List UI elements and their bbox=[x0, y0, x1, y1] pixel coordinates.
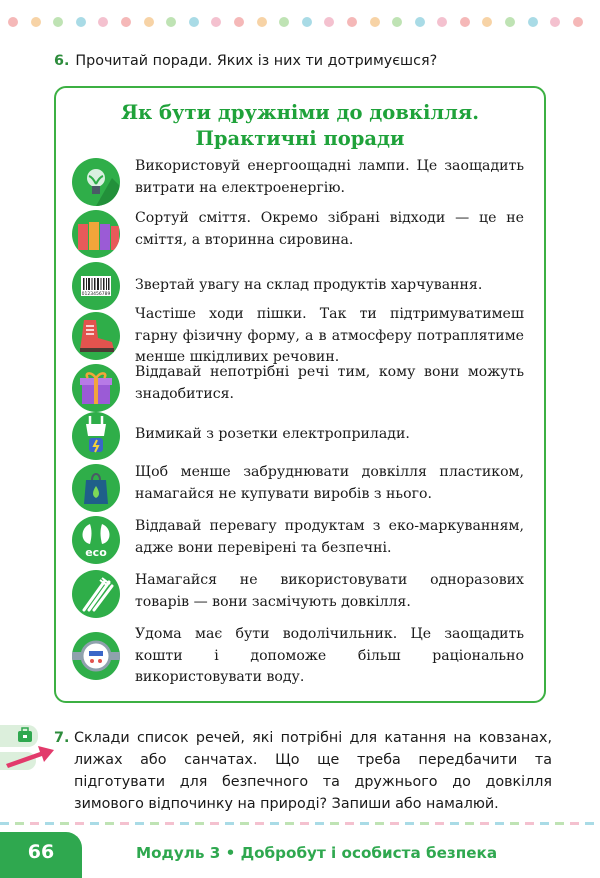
tip-text: Вимикай з розетки електроприлади. bbox=[135, 426, 410, 442]
tip-text: Удома має бути водолічильник. Це заощадить кошти і допоможе більш раціонально використовувати воду. bbox=[135, 626, 524, 685]
side-tab-pencil bbox=[0, 752, 36, 770]
tip-text: Намагайся не використовувати одноразових товарів — вони засмічують довкілля. bbox=[135, 572, 524, 610]
divider-dash bbox=[195, 822, 204, 825]
tips-box bbox=[54, 86, 546, 703]
divider-dash bbox=[135, 822, 144, 825]
divider-dash bbox=[105, 822, 114, 825]
decorative-dot bbox=[324, 17, 334, 27]
divider-dash bbox=[405, 822, 414, 825]
tips-box-title-line-1: Як бути дружніми до довкілля. bbox=[120, 101, 480, 124]
divider-dash bbox=[270, 822, 279, 825]
decorative-dot bbox=[279, 17, 289, 27]
decorative-dot bbox=[573, 17, 583, 27]
divider-dash bbox=[510, 822, 519, 825]
divider-dash bbox=[60, 822, 69, 825]
divider-dash bbox=[225, 822, 234, 825]
tip-text: Віддавай непотрібні речі тим, кому вони можуть знадобитися. bbox=[135, 364, 524, 402]
divider-dash bbox=[390, 822, 399, 825]
decorative-dot bbox=[347, 17, 357, 27]
divider-dash bbox=[420, 822, 429, 825]
module-title: Модуль 3 • Добробут і особиста безпека bbox=[136, 844, 498, 862]
eco-word: eco bbox=[85, 546, 107, 559]
barcode-icon bbox=[72, 262, 120, 310]
task-7-text: Склади список речей, які потрібні для катання на ковзанах, лижах або санчатах. Що ще треба передбачити та підготувати для безпечного та дружнього до довкілля зимового відпочинку на природі? Запиши або намалюй. bbox=[74, 730, 552, 812]
decorative-dot bbox=[437, 17, 447, 27]
decorative-dot bbox=[31, 17, 41, 27]
page-number: 66 bbox=[27, 841, 55, 863]
divider-dash bbox=[555, 822, 564, 825]
divider-dash bbox=[495, 822, 504, 825]
divider-dash bbox=[480, 822, 489, 825]
divider-dash bbox=[300, 822, 309, 825]
divider-dash bbox=[240, 822, 249, 825]
decorative-dot bbox=[257, 17, 267, 27]
divider-dash bbox=[75, 822, 84, 825]
unplug-icon bbox=[72, 412, 120, 460]
decorative-dot bbox=[370, 17, 380, 27]
divider-dash bbox=[315, 822, 324, 825]
decorative-dot bbox=[415, 17, 425, 27]
task-6-text: Прочитай поради. Яких із них ти дотримуєшся? bbox=[75, 53, 438, 69]
decorative-dot bbox=[392, 17, 402, 27]
water-meter-icon bbox=[72, 632, 120, 680]
decorative-dot bbox=[166, 17, 176, 27]
decorative-dot bbox=[482, 17, 492, 27]
task-6 bbox=[54, 51, 437, 72]
divider-dash bbox=[150, 822, 159, 825]
tip-text: Використовуй енергоощадні лампи. Це заощадить витрати на електроенергію. bbox=[135, 158, 524, 196]
decorative-dot bbox=[302, 17, 312, 27]
decorative-dot bbox=[528, 17, 538, 27]
divider-dash bbox=[15, 822, 24, 825]
decorative-dot bbox=[234, 17, 244, 27]
divider-dash bbox=[585, 822, 594, 825]
decorative-dot bbox=[8, 17, 18, 27]
divider-dash bbox=[90, 822, 99, 825]
divider-dash bbox=[345, 822, 354, 825]
tip-text: Звертай увагу на склад продуктів харчування. bbox=[135, 277, 483, 293]
divider-dash bbox=[255, 822, 264, 825]
divider-dash bbox=[450, 822, 459, 825]
decorative-dot bbox=[211, 17, 221, 27]
divider-dash bbox=[540, 822, 549, 825]
divider-dash bbox=[210, 822, 219, 825]
decorative-dot bbox=[505, 17, 515, 27]
disposable-cutlery-icon bbox=[72, 570, 120, 618]
gift-box-icon bbox=[72, 364, 120, 412]
decorative-dot bbox=[76, 17, 86, 27]
light-bulb-sprout-icon bbox=[72, 158, 120, 206]
pencil-arrow-icon bbox=[6, 738, 60, 768]
hiking-boot-icon bbox=[72, 312, 120, 360]
tip-text: Частіше ходи пішки. Так ти підтримуватимеш гарну фізичну форму, а в атмосферу потраплятиме менше шкідливих речовин. bbox=[135, 306, 524, 365]
divider-dash bbox=[180, 822, 189, 825]
decorative-dot bbox=[550, 17, 560, 27]
decorative-dot bbox=[98, 17, 108, 27]
decorative-dot bbox=[121, 17, 131, 27]
eco-bag-icon bbox=[72, 464, 120, 512]
tip-text: Сортуй сміття. Окремо зібрані відходи — це не сміття, а вторинна сировина. bbox=[135, 210, 524, 248]
divider-dash bbox=[165, 822, 174, 825]
decorative-dot bbox=[189, 17, 199, 27]
divider-dash bbox=[120, 822, 129, 825]
divider-dash bbox=[30, 822, 39, 825]
eco-label-icon bbox=[72, 516, 120, 564]
divider-dash bbox=[570, 822, 579, 825]
decorative-dot bbox=[460, 17, 470, 27]
decorative-dot-row bbox=[8, 17, 598, 29]
divider-dash bbox=[330, 822, 339, 825]
sorting-bins-icon bbox=[72, 210, 120, 258]
divider-dash bbox=[285, 822, 294, 825]
divider-dash bbox=[465, 822, 474, 825]
tips-box-title-line-2: Практичні поради bbox=[195, 127, 405, 150]
divider-dash bbox=[375, 822, 384, 825]
divider-dash bbox=[0, 822, 9, 825]
decorative-dot bbox=[144, 17, 154, 27]
divider-dash bbox=[360, 822, 369, 825]
barcode-digits: 0123456789 bbox=[81, 292, 111, 297]
divider-dash bbox=[435, 822, 444, 825]
divider-dash bbox=[525, 822, 534, 825]
tip-text: Віддавай перевагу продуктам з еко-маркуванням, адже вони перевірені та безпечні. bbox=[135, 518, 524, 556]
tip-text: Щоб менше забруднювати довкілля пластиком, намагайся не купувати виробів з нього. bbox=[135, 464, 524, 502]
task-6-number: 6. bbox=[54, 53, 70, 69]
divider-dash bbox=[45, 822, 54, 825]
decorative-dot bbox=[53, 17, 63, 27]
task-7-number: 7. bbox=[54, 730, 70, 746]
footer-dashed-divider bbox=[0, 822, 600, 825]
